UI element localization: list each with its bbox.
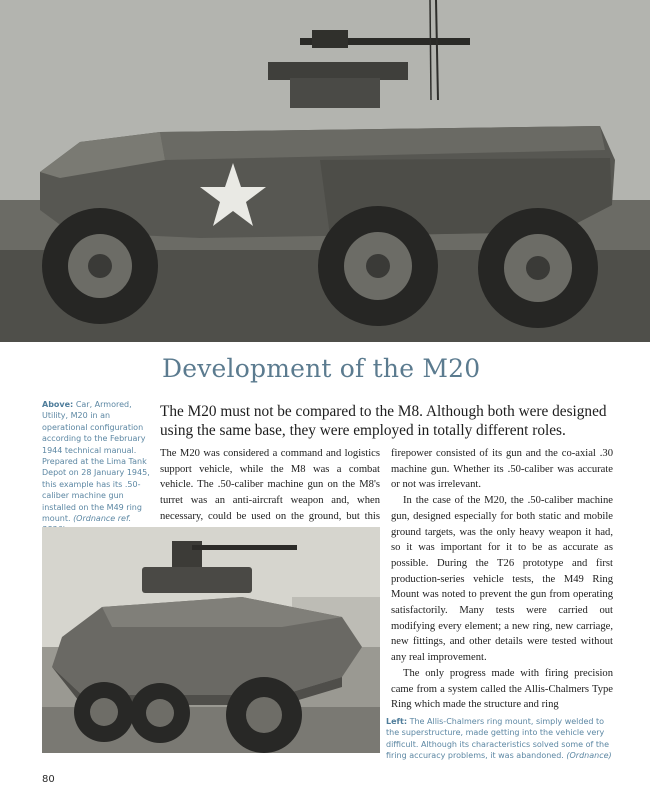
caption-above-ref: (Ordnance ref. (73, 514, 132, 524)
ring-mount-photo (42, 527, 380, 753)
body-paragraph: firepower consisted of its gun and the co-axial .30 machine gun. Whether its .50-caliber was accurate or not was irrelevant. (391, 448, 613, 491)
caption-above-label: Above: (42, 400, 74, 409)
body-column-2 (391, 446, 613, 713)
caption-left-label: Left: (386, 717, 408, 726)
caption-above-text: Car, Armored, Utility, M20 in an operational configuration according to the February 1944 technical manual. Prepared at the Lima Tank Depot on 28 January 1945, this example has its .50-caliber machine gun installed on the M49 ring mount. (42, 400, 150, 524)
body-paragraph: The M20 was considered a command and logistics support vehicle, while the M8 was a combat vehicle. The .50-caliber machine gun on the M8's turret was an anti-aircraft weapon and, when necessary, could be used on the ground, but this (160, 448, 380, 522)
caption-left-ref: (Ordnance) (566, 751, 612, 761)
caption-above (42, 399, 154, 536)
body-paragraph: In the case of the M20, the .50-caliber machine gun, designed especially for both static and mobile ground targets, was the only heavy weapon it had, so it was important for it to be as accurate as possible. During the T26 prototype and first production-series vehicle tests, the M49 Ring Mount was noted to prevent the gun from operating satisfactorily. Many tests were carried out modifying every element; a new ring, new carriage, new fittings, and other details were tested without any real improvement. (391, 495, 613, 664)
page-title: Development of the M20 (162, 354, 481, 383)
page-number: 80 (42, 774, 55, 785)
body-paragraph: The only progress made with firing precision came from a system called the Allis-Chalmers Type Ring which made the structure and ring (391, 667, 613, 711)
caption-left (386, 716, 612, 762)
caption-left-text: The Allis-Chalmers ring mount, simply welded to the superstructure, made getting into the vehicle very difficult. Although its characteristics solved some of the firing accuracy problems, it was abandoned. (386, 717, 610, 761)
lead-paragraph: The M20 must not be compared to the M8. Although both were designed using the same base, they were employed in totally different roles. (160, 403, 607, 439)
m20-hero-photo (0, 0, 650, 342)
